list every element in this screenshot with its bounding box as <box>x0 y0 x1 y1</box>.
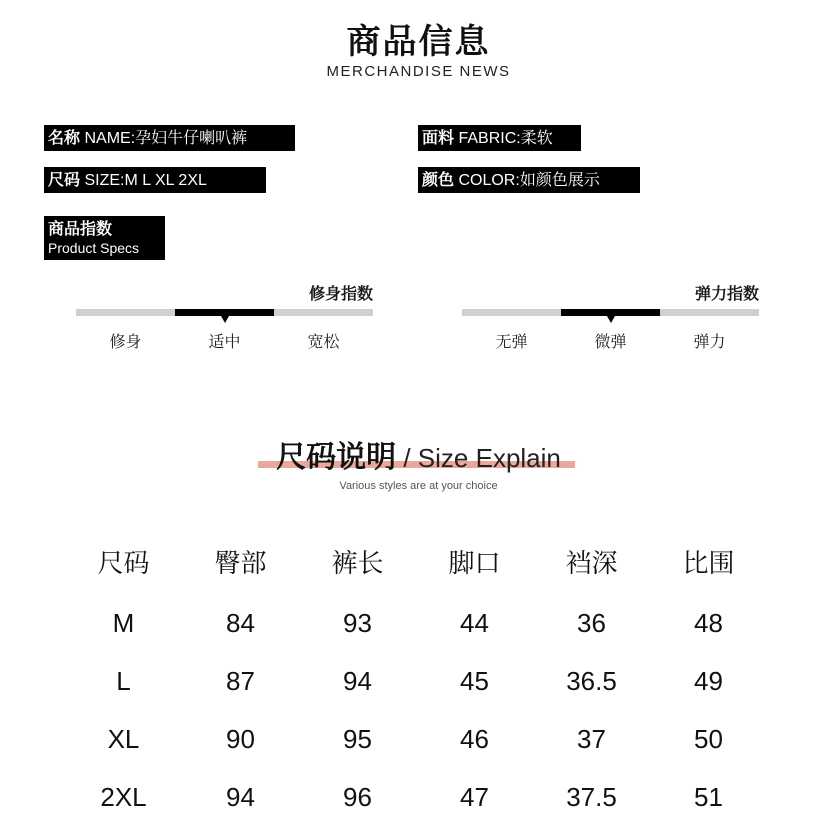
page-subtitle: MERCHANDISE NEWS <box>326 63 511 80</box>
table-cell: 45 <box>460 665 489 696</box>
info-size-value: M L XL 2XL <box>124 172 207 189</box>
size-header-hem: 脚口 <box>448 548 501 579</box>
table-cell: 87 <box>226 665 255 696</box>
table-cell: 37.5 <box>566 781 617 812</box>
info-name-key: NAME: <box>80 130 136 147</box>
stretch-scale-bar-1 <box>462 309 561 316</box>
info-size-tag <box>44 167 266 193</box>
info-fabric-value: 柔软 <box>520 128 553 147</box>
table-cell: 90 <box>226 723 255 754</box>
info-color-value: 如颜色展示 <box>519 170 600 189</box>
fit-scale-bar-1 <box>76 309 175 316</box>
table-row <box>65 584 767 652</box>
table-cell: 50 <box>694 723 723 754</box>
info-fabric-key: FABRIC: <box>454 130 521 147</box>
info-name-label: 名称 <box>48 128 81 147</box>
table-cell: 37 <box>577 723 606 754</box>
table-cell: 84 <box>226 607 255 638</box>
size-section-heading <box>0 432 837 476</box>
size-header-hip: 臀部 <box>214 548 267 579</box>
stretch-option-slight: 微弹 <box>594 332 627 351</box>
info-size-key: SIZE: <box>80 172 125 189</box>
size-table-header-row <box>65 538 767 584</box>
table-cell: M <box>112 607 135 638</box>
table-cell: 93 <box>343 607 372 638</box>
table-cell: 49 <box>694 665 723 696</box>
info-fabric-tag <box>418 125 581 151</box>
fit-option-loose: 宽松 <box>307 332 340 351</box>
stretch-index-title: 弹力指数 <box>694 284 759 303</box>
table-row <box>65 652 767 710</box>
selection-pointer-icon <box>607 316 615 323</box>
table-cell: 94 <box>226 781 255 812</box>
size-header-rise: 裆深 <box>565 548 618 579</box>
fit-index-title: 修身指数 <box>308 284 373 303</box>
info-color-key: COLOR: <box>454 172 520 189</box>
fit-option-regular: 适中 <box>208 332 241 351</box>
table-cell: 48 <box>694 607 723 638</box>
stretch-index-scale <box>462 281 759 353</box>
table-cell: XL <box>107 723 140 754</box>
table-cell: L <box>116 665 131 696</box>
product-specs-subtitle: Product Specs <box>48 240 140 256</box>
table-row <box>65 710 767 768</box>
info-size-label: 尺码 <box>48 170 81 189</box>
table-cell: 36.5 <box>566 665 617 696</box>
product-specs-tag <box>44 216 165 260</box>
table-cell: 94 <box>343 665 372 696</box>
table-cell: 46 <box>460 723 489 754</box>
stretch-option-stretch: 弹力 <box>693 332 726 351</box>
table-row <box>65 768 767 826</box>
size-table <box>65 538 767 826</box>
table-cell: 95 <box>343 723 372 754</box>
info-color-tag <box>418 167 640 193</box>
size-heading-en: / Size Explain <box>396 443 561 473</box>
table-cell: 47 <box>460 781 489 812</box>
stretch-scale-bar-2 <box>561 309 660 316</box>
info-fabric-label: 面料 <box>422 128 455 147</box>
table-cell: 44 <box>460 607 489 638</box>
size-heading-zh: 尺码说明 <box>276 440 397 475</box>
table-cell: 51 <box>694 781 723 812</box>
size-header-size: 尺码 <box>97 548 150 579</box>
info-name-tag <box>44 125 295 151</box>
selection-pointer-icon <box>221 316 229 323</box>
table-cell: 2XL <box>100 781 147 812</box>
stretch-scale-bar-3 <box>660 309 759 316</box>
table-cell: 96 <box>343 781 372 812</box>
table-cell: 36 <box>577 607 606 638</box>
fit-scale-bar-3 <box>274 309 373 316</box>
info-name-value: 孕妇牛仔喇叭裤 <box>135 128 248 147</box>
size-header-length: 裤长 <box>331 548 384 579</box>
info-color-label: 颜色 <box>422 170 455 189</box>
product-specs-title: 商品指数 <box>48 219 113 238</box>
fit-option-slim: 修身 <box>109 332 142 351</box>
stretch-option-none: 无弹 <box>495 332 528 351</box>
fit-scale-bar-2 <box>175 309 274 316</box>
size-header-ratio: 比围 <box>682 548 735 579</box>
page-title: 商品信息 <box>346 22 491 62</box>
size-section-tagline: Various styles are at your choice <box>339 480 498 492</box>
fit-index-scale <box>76 281 373 353</box>
